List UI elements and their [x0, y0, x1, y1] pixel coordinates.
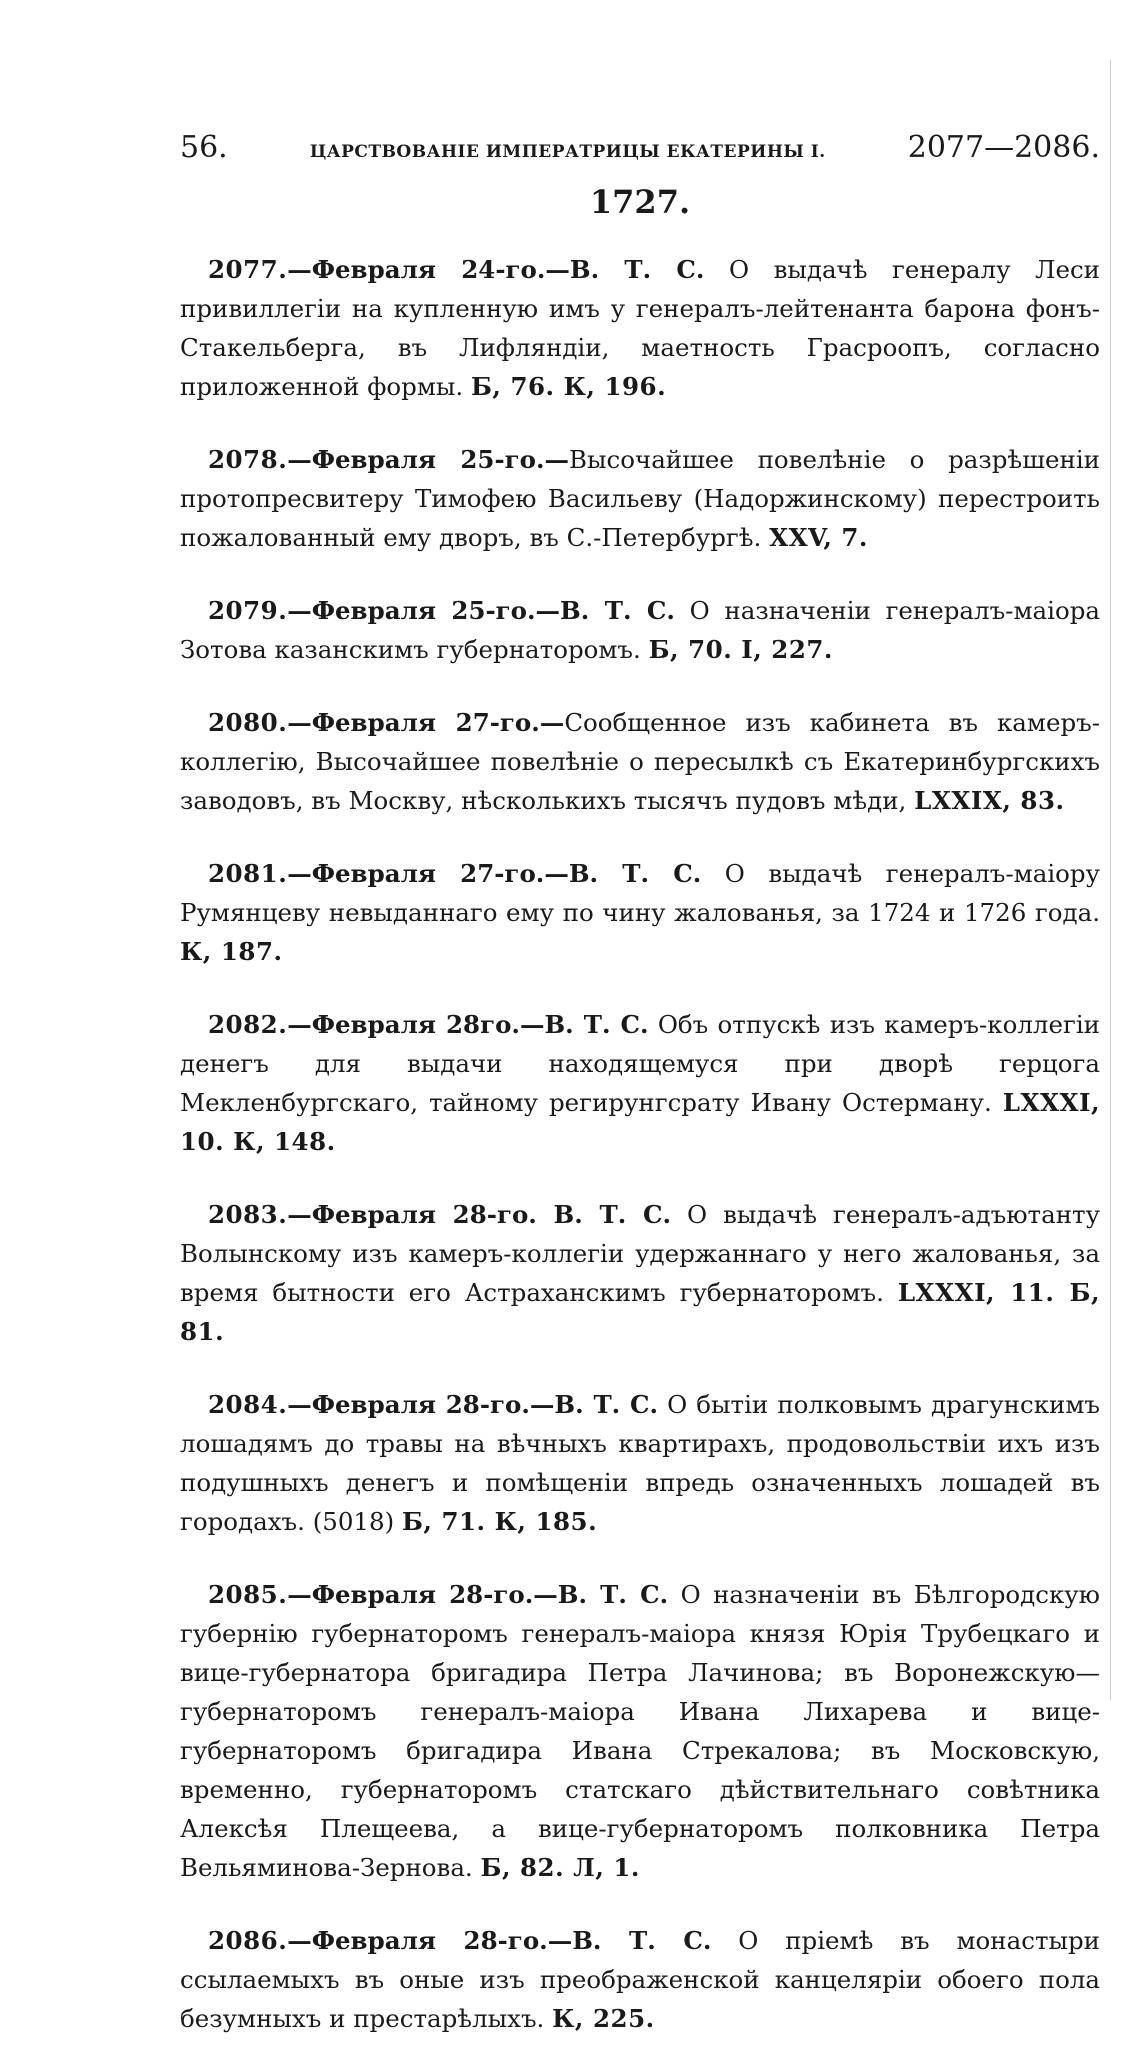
entry-source: К, 187.: [180, 937, 283, 966]
page-number: 56.: [180, 130, 228, 165]
entry-text: О выдачѣ генералу Леси привиллегіи на купленную имъ у генералъ-лейтенанта барона фонъ-Стакельберга, въ Лифляндіи, маетность Грасроопъ, согласно приложенной формы.: [180, 255, 1101, 401]
entry-source: Б, 71. К, 185.: [401, 1507, 598, 1536]
entry-date: —Февраля 25-го.—: [287, 445, 570, 474]
entry-2083: [180, 1195, 1100, 1351]
entry-2084: [180, 1385, 1100, 1541]
entry-number: 2082.: [208, 1010, 288, 1039]
entry-2079: [180, 591, 1100, 669]
entry-2077: [180, 250, 1100, 406]
entry-date: —Февраля 27-го.—: [287, 708, 565, 737]
entry-source: LXXXI, 11. Б, 81.: [180, 1278, 1100, 1346]
entry-date: —Февраля 28-го.—В. Т. С.: [287, 1926, 712, 1955]
entry-2082: [180, 1005, 1100, 1161]
entry-number: 2077.: [208, 255, 288, 284]
entry-text: Сообщенное изъ кабинета въ камеръ-коллегію, Высочайшее повелѣніе о пересылкѣ съ Екатеринбургскихъ заводовъ, въ Москву, нѣсколькихъ тысячъ пудовъ мѣди,: [180, 708, 1100, 815]
entry-date: —Февраля 28го.—В. Т. С.: [287, 1010, 649, 1039]
entry-date: —Февраля 28-го.—В. Т. С.: [287, 1580, 669, 1609]
entry-text: О выдачѣ генералъ-адъютанту Волынскому изъ камеръ-коллегіи удержаннаго у него жалованья, за время бытности его Астраханскимъ губернаторомъ.: [180, 1200, 1101, 1307]
entry-text: О пріемѣ въ монастыри ссылаемыхъ въ оные изъ преображенской канцеляріи обоего пола безумныхъ и престарѣлыхъ.: [180, 1926, 1101, 2033]
entry-date: —Февраля 25-го.—В. Т. С.: [287, 596, 675, 625]
entry-source: Б, 70. I, 227.: [648, 635, 833, 664]
entry-text: Объ отпускѣ изъ камеръ-коллегіи денегъ для выдачи находящемуся при дворѣ герцога Мекленбургскаго, тайному регирунгсрату Ивану Остерману.: [180, 1010, 1100, 1117]
page-edge-rule: [1110, 60, 1111, 1700]
entry-text: О выдачѣ генералъ-маіору Румянцеву невыданнаго ему по чину жалованья, за 1724 и 1726 года.: [180, 859, 1101, 927]
entry-text: Высочайшее повелѣніе о разрѣшеніи протопресвитеру Тимофею Васильеву (Надоржинскому) перестроить пожалованный ему дворъ, въ С.-Петербургѣ.: [180, 445, 1100, 552]
entry-2086: [180, 1921, 1100, 2038]
entry-number: 2083.: [208, 1200, 288, 1229]
entry-number: 2084.: [208, 1390, 288, 1419]
entry-source: Б, 82. Л, 1.: [480, 1853, 640, 1882]
entry-date: —Февраля 28-го.—В. Т. С.: [287, 1390, 659, 1419]
year-heading: 1727.: [589, 183, 691, 221]
entry-number: 2080.: [208, 708, 288, 737]
entry-number: 2081.: [208, 859, 288, 888]
entry-text: О бытіи полковымъ драгунскимъ лошадямъ до травы на вѣчныхъ квартирахъ, продовольствіи ихъ изъ подушныхъ денегъ и помѣщеніи впредь означенныхъ лошадей въ городахъ. (5018): [180, 1390, 1100, 1536]
entry-number: 2079.: [208, 596, 288, 625]
entry-text: О назначеніи въ Бѣлгородскую губернію губернаторомъ генералъ-маіора князя Юрія Трубецкаго и вице-губернатора бригадира Петра Лачинова; въ Воронежскую—губернаторомъ генералъ-маіора Ивана Лихарева и вице-губернаторомъ бригадира Ивана Стрекалова; въ Московскую, временно, губернаторомъ статскаго дѣйствительнаго совѣтника Алексѣя Плещеева, а вице-губернаторомъ полковника Петра Вельяминова-Зернова.: [180, 1580, 1100, 1882]
document-page: [180, 128, 1100, 2072]
entry-source: К, 225.: [552, 2004, 655, 2033]
entry-date: —Февраля 27-го.—В. Т. С.: [287, 859, 702, 888]
entry-range: 2077—2086.: [907, 130, 1100, 165]
running-title: ЦАРСТВОВАНІЕ ИМПЕРАТРИЦЫ ЕКАТЕРИНЫ I.: [309, 142, 826, 162]
entry-date: —Февраля 24-го.—В. Т. С.: [287, 255, 705, 284]
entry-2085: [180, 1575, 1100, 1887]
running-head: [180, 128, 1100, 172]
entry-number: 2078.: [208, 445, 288, 474]
entry-date: —Февраля 28-го. В. Т. С.: [287, 1200, 672, 1229]
entry-2080: [180, 703, 1100, 820]
entry-source: LXXIX, 83.: [914, 786, 1065, 815]
entry-source: Б, 76. К, 196.: [470, 372, 667, 401]
entry-number: 2085.: [208, 1580, 288, 1609]
entry-source: XXV, 7.: [769, 523, 868, 552]
entry-text: О назначеніи генералъ-маіора Зотова казанскимъ губернаторомъ.: [180, 596, 1100, 664]
entry-2081: [180, 854, 1100, 971]
entry-number: 2086.: [208, 1926, 288, 1955]
entry-source: LXXXI, 10. К, 148.: [180, 1088, 1100, 1156]
entry-2078: [180, 440, 1100, 557]
